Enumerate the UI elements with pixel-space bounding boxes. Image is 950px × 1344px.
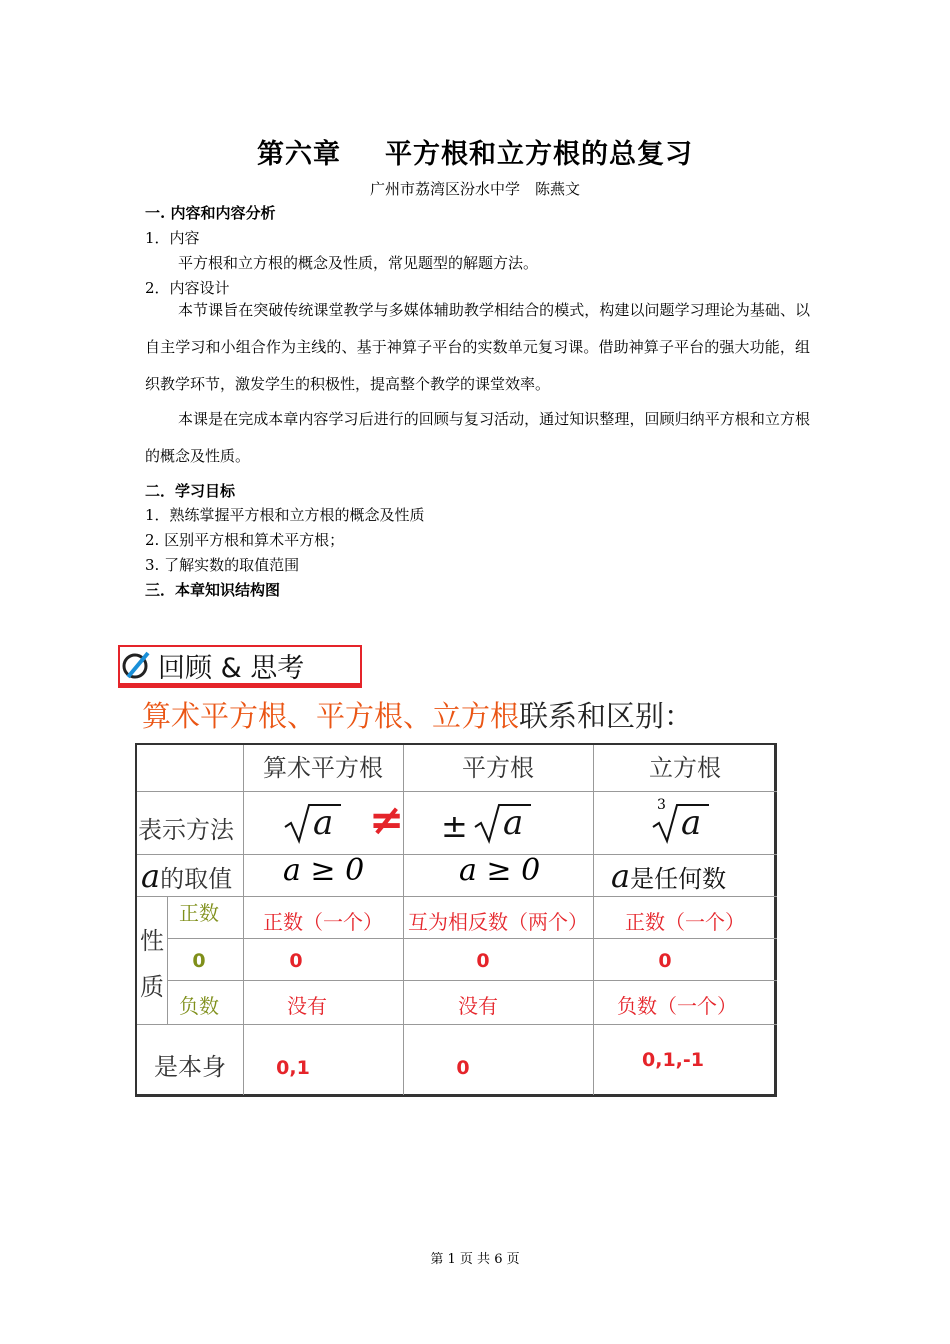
author-line: 广州市荔湾区汾水中学 陈燕文	[369, 180, 580, 198]
range-cbrt-var: a	[611, 857, 631, 895]
sub-label-zero: 0	[192, 950, 206, 972]
table-line	[167, 938, 777, 939]
page-footer: 第 1 页 共 6 页	[430, 1252, 520, 1267]
property-label-top: 性	[140, 927, 164, 955]
cbrt-radicand: a	[681, 803, 702, 843]
comparison-heading-colored: 算术平方根、平方根、立方根	[142, 699, 520, 733]
negative-cbrt: 负数（一个）	[617, 994, 737, 1018]
range-cbrt-text: 是任何数	[630, 865, 727, 893]
goal-2: 2. 区别平方根和算术平方根；	[145, 531, 345, 549]
range-cbrt	[611, 857, 726, 895]
negative-sqrt: 没有	[458, 994, 498, 1018]
self-arithmetic-sqrt: 0,1	[276, 1057, 310, 1079]
range-sqrt: a ≥ 0	[283, 853, 365, 888]
row-label-self: 是本身	[154, 1053, 226, 1081]
comparison-heading	[142, 694, 693, 735]
section-1-1-heading: 1．内容	[145, 229, 200, 247]
table-line	[137, 854, 777, 855]
zero-sqrt: 0	[476, 950, 490, 972]
positive-arithmetic-sqrt: 正数（一个）	[263, 910, 383, 934]
zero-cbrt: 0	[658, 950, 672, 972]
table-line	[137, 896, 777, 897]
header-arithmetic-sqrt: 算术平方根	[263, 754, 383, 782]
self-sqrt: 0	[456, 1057, 470, 1079]
pm-sqrt-radicand: a	[503, 803, 524, 843]
goal-1: 1．熟练掌握平方根和立方根的概念及性质	[145, 506, 425, 524]
header-sqrt: 平方根	[462, 754, 534, 782]
positive-sqrt: 互为相反数（两个）	[408, 910, 588, 934]
header-cbrt: 立方根	[649, 754, 721, 782]
zero-arithmetic-sqrt: 0	[289, 950, 303, 972]
comparison-table	[135, 743, 777, 1097]
range-var: a	[141, 857, 161, 895]
plus-minus-sign: ±	[441, 807, 468, 845]
design-paragraph-2: 本课是在完成本章内容学习后进行的回顾与复习活动，通过知识整理，回顾归纳平方根和立方根的概念及性质。	[145, 410, 810, 465]
sqrt-radicand: a	[313, 803, 334, 843]
table-line	[137, 1024, 777, 1025]
table-line	[167, 980, 777, 981]
section-1-1-text: 平方根和立方根的概念及性质，常见题型的解题方法。	[178, 254, 539, 272]
sub-label-positive: 正数	[179, 901, 219, 925]
not-equal-sign: ≠	[369, 795, 405, 844]
sub-label-negative: 负数	[179, 994, 219, 1018]
page-title	[0, 132, 950, 171]
range-pm-sqrt: a ≥ 0	[459, 853, 541, 888]
table-line	[137, 791, 777, 792]
section-1-heading: 一. 内容和内容分析	[145, 204, 276, 222]
section-3-heading: 三．本章知识结构图	[145, 581, 281, 599]
property-label-bottom: 质	[140, 973, 164, 1001]
title-chapter: 第六章	[257, 139, 341, 170]
negative-arithmetic-sqrt: 没有	[287, 994, 327, 1018]
cube-root-index: 3	[657, 797, 666, 813]
self-cbrt: 0,1,-1	[642, 1049, 704, 1071]
title-topic: 平方根和立方根的总复习	[385, 139, 693, 170]
goal-3: 3. 了解实数的取值范围	[145, 556, 300, 574]
design-paragraph-1: 本节课旨在突破传统课堂教学与多媒体辅助教学相结合的模式，构建以问题学习理论为基础、以自主学习和小组合作为主线的、基于神算子平台的实数单元复习课。借助神算子平台的强大功能，组织教学环节，激发学生的积极性，提高整个教学的课堂效率。	[145, 301, 810, 393]
comparison-heading-black: 联系和区别：	[519, 699, 694, 733]
range-label-text: 的取值	[160, 865, 233, 893]
review-banner-label: 回顾 & 思考	[158, 653, 305, 684]
pencil-circle-icon	[122, 650, 152, 680]
row-label-notation: 表示方法	[138, 816, 234, 844]
section-2-heading: 二．学习目标	[145, 482, 236, 500]
section-1-2-heading: 2．内容设计	[145, 279, 230, 297]
row-label-range	[141, 857, 245, 895]
positive-cbrt: 正数（一个）	[625, 910, 745, 934]
